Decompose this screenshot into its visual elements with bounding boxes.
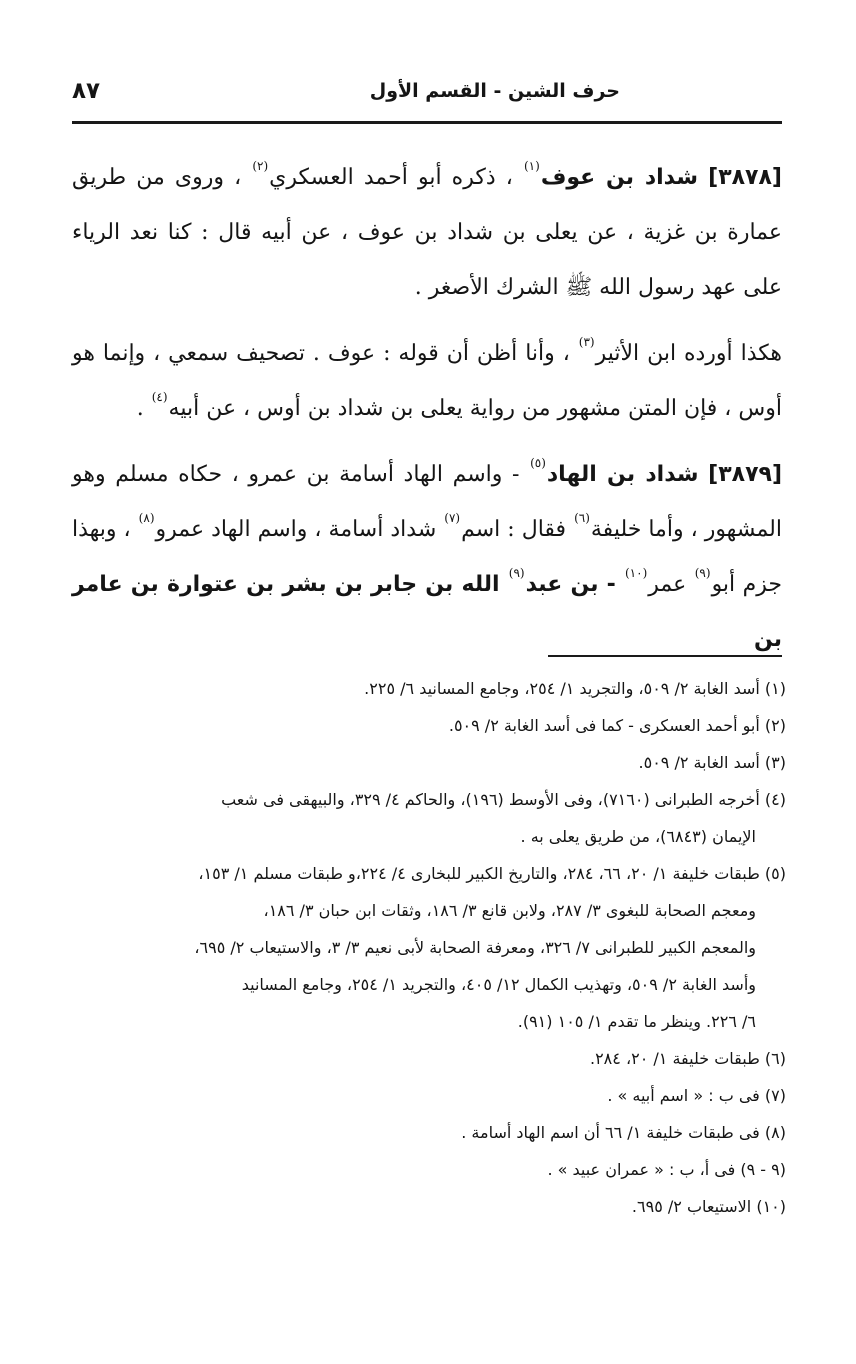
commentary-text: ، وأنا أظن أن قوله : عوف . تصحيف سمعي ، وإنما هو أوس ، فإن المتن مشهور من رواية يعلى بن شداد بن أوس ، عن أبيه: [72, 341, 782, 421]
entry-text: الله بن جابر بن بشر بن عتوارة بن عامر بن: [72, 572, 782, 652]
footnote: (٦) طبقات خليفة ١/ ٢٠، ٢٨٤.: [589, 1049, 786, 1068]
footnote-ref: (٩): [508, 566, 525, 580]
entry-number: [٣٨٧٩]: [708, 462, 782, 487]
commentary-text: .: [136, 396, 151, 421]
entry-text: فقال : اسم: [461, 517, 574, 542]
footnote-ref: (١٠): [624, 566, 648, 580]
footnote: (٧) فى ب : « اسم أبيه » .: [607, 1086, 786, 1105]
footnote-continuation: الإيمان (٦٨٤٣)، من طريق يعلى به .: [520, 827, 756, 846]
footnote: (٨) فى طبقات خليفة ١/ ٦٦ أن اسم الهاد أسامة .: [461, 1123, 786, 1142]
footnote: (٤) أخرجه الطبرانى (٧١٦٠)، وفى الأوسط (١٩٦)، والحاكم ٤/ ٣٢٩، والبيهقى فى شعب: [221, 790, 786, 809]
footnote-ref: (٥): [530, 456, 546, 470]
footnote-ref: (٨): [138, 511, 155, 525]
entry-3878: [72, 150, 782, 315]
entry-text: - واسم الهاد أسامة بن عمرو ، حكاه مسلم وهو المشهور ، وأما خليفة: [72, 462, 782, 542]
entry-text: - بن عبد: [525, 572, 624, 597]
entry-number: [٣٨٧٨]: [708, 165, 782, 190]
footnote-ref: (٤): [151, 390, 168, 404]
footnotes: [72, 670, 786, 1225]
running-title: حرف الشين - القسم الأول: [369, 80, 620, 102]
page-number: ٨٧: [72, 78, 101, 104]
footnote-ref: (٣): [578, 335, 595, 349]
footnote: (١٠) الاستيعاب ٢/ ٦٩٥.: [631, 1197, 786, 1216]
main-text: [72, 150, 782, 667]
entry-text: ، وروى من طريق عمارة بن غزية ، عن يعلى بن شداد بن عوف ، عن أبيه قال : كنا نعد الرياء على عهد رسول الله ﷺ الشرك الأصغر .: [72, 165, 782, 300]
commentary-text: هكذا أورده ابن الأثير: [595, 341, 783, 366]
footnote-continuation: والمعجم الكبير للطبرانى ٧/ ٣٢٦، ومعرفة الصحابة لأبى نعيم ٣/ ٣، والاستيعاب ٢/ ٦٩٥،: [194, 938, 756, 957]
footnote-ref: (٦): [574, 511, 590, 525]
entry-text: ، وبهذا جزم أبو: [72, 517, 783, 597]
entry-name: شداد بن الهاد: [546, 462, 699, 487]
footnote-ref: (٩): [694, 566, 711, 580]
footnote-ref: (١): [523, 159, 540, 173]
footnote-separator: [548, 655, 782, 657]
entry-text: عمر: [648, 572, 694, 597]
entry-text: ، ذكره أبو أحمد العسكري: [269, 165, 523, 190]
footnote: (٥) طبقات خليفة ١/ ٢٠، ٦٦، ٢٨٤، والتاريخ الكبير للبخارى ٤/ ٢٢٤،و طبقات مسلم ١/ ١٥٣،: [198, 864, 786, 883]
footnote-ref: (٧): [444, 511, 461, 525]
footnote-continuation: وأسد الغابة ٢/ ٥٠٩، وتهذيب الكمال ١٢/ ٤٠٥، والتجريد ١/ ٢٥٤، وجامع المسانيد: [241, 975, 756, 994]
footnote-continuation: ٦/ ٢٢٦. وينظر ما تقدم ١/ ١٠٥ (٩١).: [517, 1012, 756, 1031]
footnote: (٩ - ٩) فى أ، ب : « عمران عبيد » .: [547, 1160, 786, 1179]
entry-name: شداد بن عوف: [540, 165, 699, 190]
header-rule: [72, 121, 782, 124]
footnote: (٣) أسد الغابة ٢/ ٥٠٩.: [638, 753, 786, 772]
footnote-ref: (٢): [252, 159, 269, 173]
footnote-continuation: ومعجم الصحابة للبغوى ٣/ ٢٨٧، ولابن قانع ٣/ ١٨٦، وثقات ابن حبان ٣/ ١٨٦،: [263, 901, 756, 920]
commentary-paragraph: [72, 326, 782, 436]
footnote: (١) أسد الغابة ٢/ ٥٠٩، والتجريد ١/ ٢٥٤، وجامع المسانيد ٦/ ٢٢٥.: [364, 679, 786, 698]
entry-3879: [72, 447, 782, 667]
entry-text: شداد أسامة ، واسم الهاد عمرو: [155, 517, 444, 542]
footnote: (٢) أبو أحمد العسكرى - كما فى أسد الغابة ٢/ ٥٠٩.: [448, 716, 786, 735]
running-header: [72, 72, 780, 112]
